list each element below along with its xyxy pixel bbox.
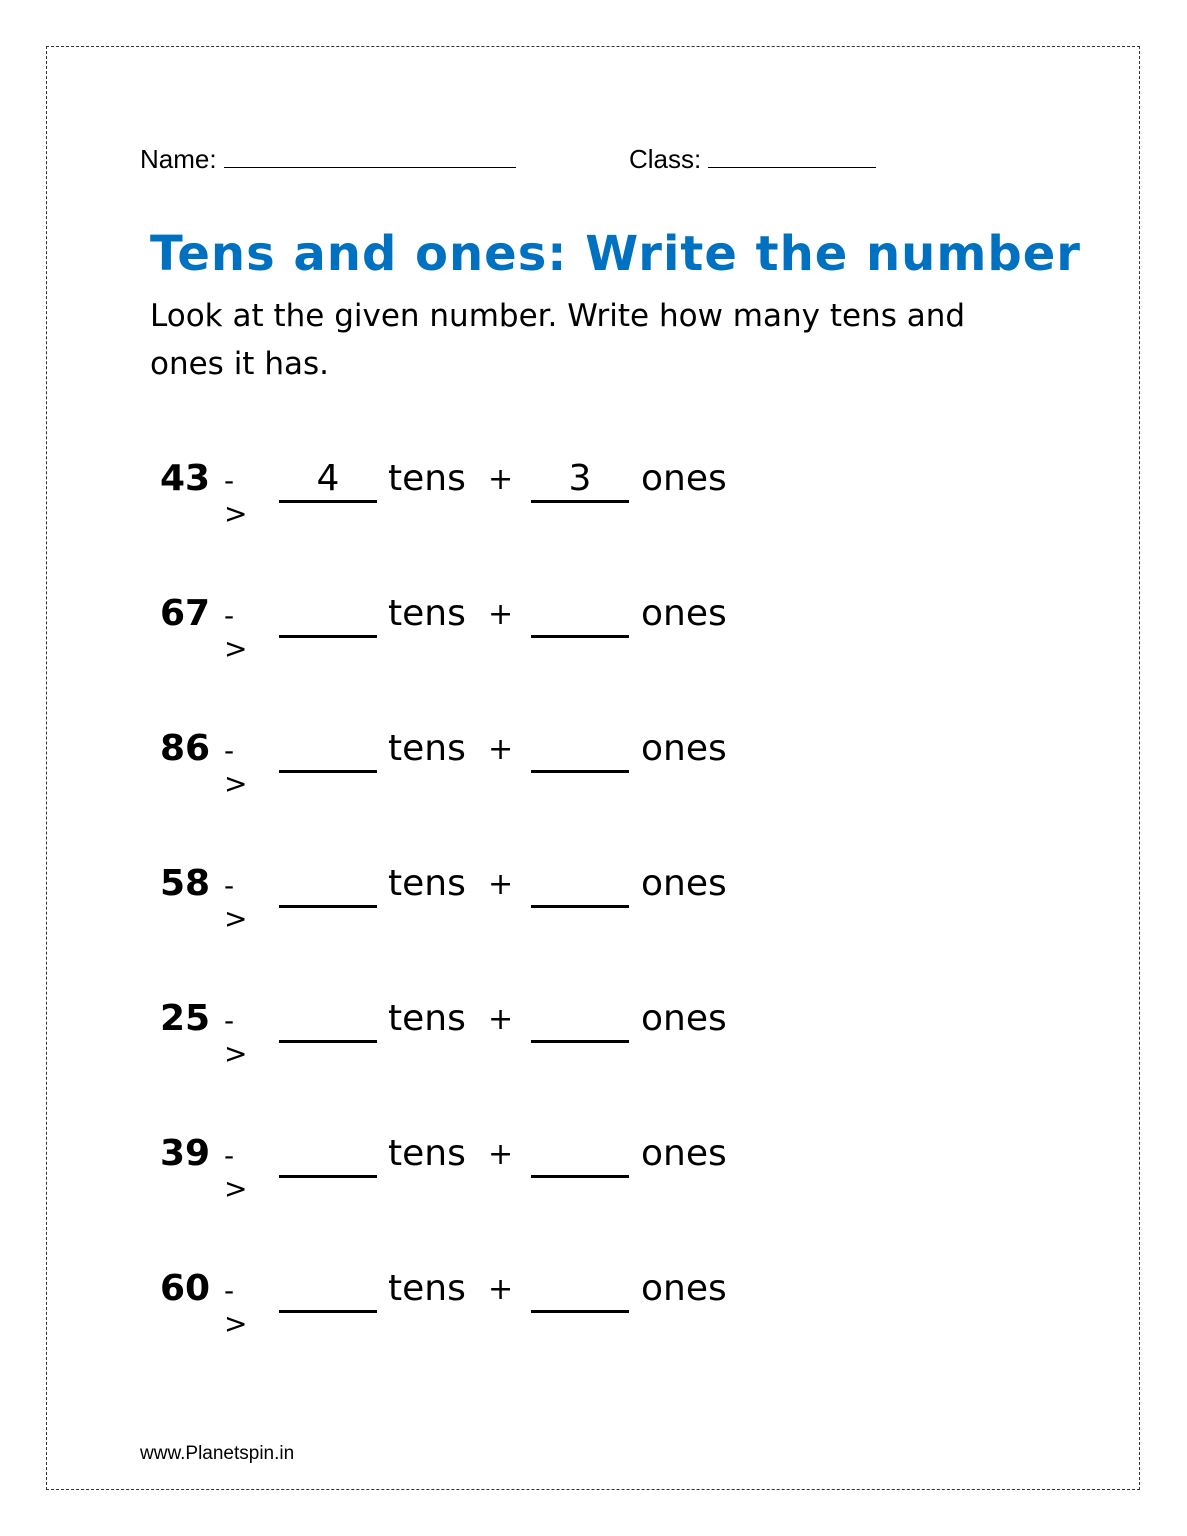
given-number: 60 xyxy=(160,1268,211,1309)
ones-answer-blank[interactable] xyxy=(531,863,629,908)
ones-label: ones xyxy=(641,1268,727,1309)
tens-label: tens xyxy=(388,863,466,904)
ones-label: ones xyxy=(641,593,727,634)
ones-answer-blank[interactable] xyxy=(531,998,629,1043)
arrow: -> xyxy=(224,1274,248,1340)
tens-answer-blank[interactable] xyxy=(279,1133,377,1178)
arrow: -> xyxy=(224,1139,248,1205)
plus-sign: + xyxy=(488,1002,514,1037)
ones-label: ones xyxy=(641,728,727,769)
class-blank[interactable] xyxy=(708,167,876,168)
tens-answer-blank[interactable] xyxy=(279,593,377,638)
class-label: Class: xyxy=(629,144,702,174)
arrow: -> xyxy=(224,1004,248,1070)
name-blank[interactable] xyxy=(224,167,516,168)
arrow: -> xyxy=(224,599,248,665)
name-field xyxy=(140,144,516,175)
given-number: 25 xyxy=(160,998,211,1039)
tens-label: tens xyxy=(388,1133,466,1174)
plus-sign: + xyxy=(488,1137,514,1172)
given-number: 86 xyxy=(160,728,211,769)
given-number: 58 xyxy=(160,863,211,904)
ones-label: ones xyxy=(641,458,727,499)
name-label: Name: xyxy=(140,144,217,174)
tens-answer-blank[interactable] xyxy=(279,863,377,908)
instructions: Look at the given number. Write how many tens and ones it has. xyxy=(150,298,966,382)
plus-sign: + xyxy=(488,597,514,632)
tens-label: tens xyxy=(388,593,466,634)
ones-label: ones xyxy=(641,1133,727,1174)
ones-answer-blank[interactable] xyxy=(531,593,629,638)
tens-label: tens xyxy=(388,458,466,499)
tens-label: tens xyxy=(388,998,466,1039)
plus-sign: + xyxy=(488,1272,514,1307)
tens-label: tens xyxy=(388,1268,466,1309)
given-number: 39 xyxy=(160,1133,211,1174)
class-field xyxy=(629,144,876,175)
ones-label: ones xyxy=(641,998,727,1039)
ones-answer-blank[interactable]: 3 xyxy=(531,458,629,503)
tens-answer-blank[interactable] xyxy=(279,998,377,1043)
ones-answer-blank[interactable] xyxy=(531,1268,629,1313)
arrow: -> xyxy=(224,734,248,800)
arrow: -> xyxy=(224,869,248,935)
given-number: 67 xyxy=(160,593,211,634)
plus-sign: + xyxy=(488,867,514,902)
ones-answer-blank[interactable] xyxy=(531,1133,629,1178)
tens-answer-blank[interactable]: 4 xyxy=(279,458,377,503)
ones-answer-blank[interactable] xyxy=(531,728,629,773)
plus-sign: + xyxy=(488,732,514,767)
worksheet-title: Tens and ones: Write the number xyxy=(150,226,1081,282)
given-number: 43 xyxy=(160,458,211,499)
tens-answer-blank[interactable] xyxy=(279,728,377,773)
tens-label: tens xyxy=(388,728,466,769)
ones-label: ones xyxy=(641,863,727,904)
footer-url: www.Planetspin.in xyxy=(140,1443,295,1464)
arrow: -> xyxy=(224,464,248,530)
plus-sign: + xyxy=(488,462,514,497)
tens-answer-blank[interactable] xyxy=(279,1268,377,1313)
